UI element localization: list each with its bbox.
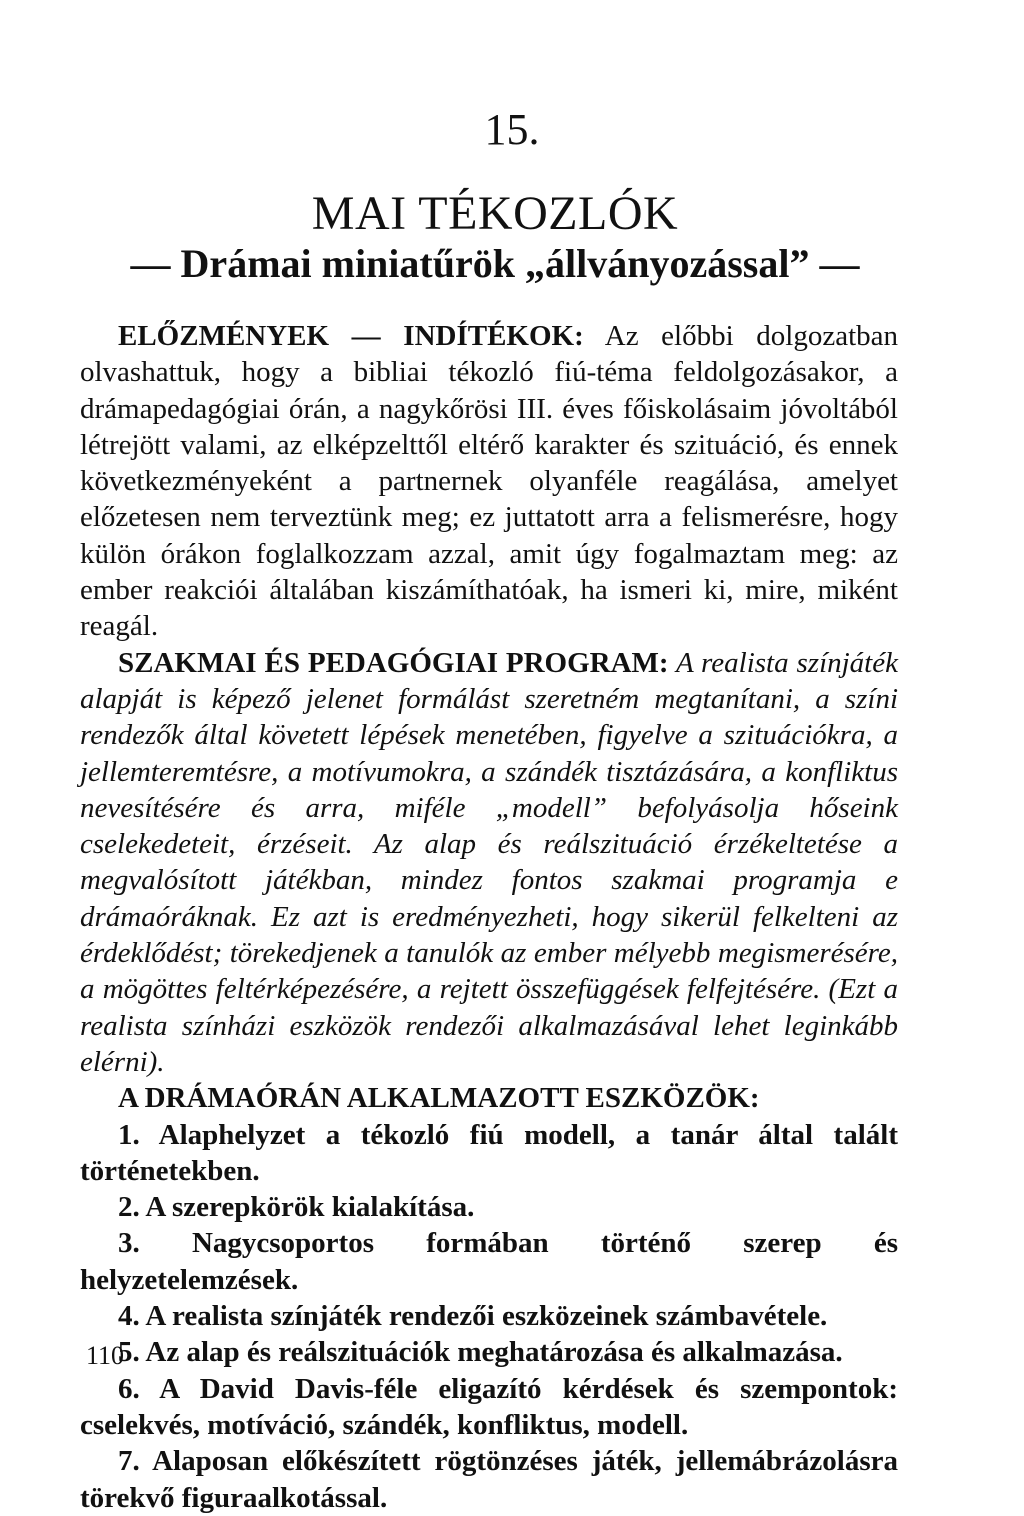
list-item: 4. A realista színjáték rendezői eszközeinek számbavétele. [118,1300,828,1333]
list-item: 1. Alaphelyzet a tékozló fiú modell, a tanár által talált történetekben. [80,1118,898,1187]
list-item: 2. A szerepkörök kialakítása. [118,1191,475,1224]
program-paragraph [80,645,898,1081]
program-text: A realista színjáték alapját is képező jelenet formálást szeretném megtanítani, a színi rendezők által követett lépések menetében, figyelve a szituációkra, a jellemteremtésre, a motívumokra, a szándék tisztázására, a konfliktus nevesítésére és arra, miféle „modell” befolyásolja hőseink cselekedeteit, érzéseit. Az alap és reálszituáció érzékeltetése a megvalósított játékban, mindez fontos szakmai programja e drámaóráknak. Ez azt is eredményezheti, hogy sikerül felkelteni az érdeklődést; törekedjenek a tanulók az ember mélyebb megismerésére, a mögöttes feltérképezésére, a rejtett összefüggések felfejtésére. (Ezt a realista színházi eszközök rendezői alkalmazásával lehet leginkább elérni). [80,646,898,1078]
intro-text: Az előbbi dolgozatban olvashattuk, hogy a bibliai tékozló fiú-téma feldolgozásakor, a drámapedagógiai órán, a nagykőrösi III. éves főiskolásaim jóvoltából létrejött valami, az elképzelttől eltérő karakter és szituáció, és ennek következményeként a partnernek olyanféle reagálása, amelyet előzetesen nem terveztünk meg; ez juttatott arra a felismerésre, hogy külön órákon foglalkozzam azzal, amit úgy fogalmaztam meg: az ember reakciói általában kiszámíthatóak, ha ismeri ki, mire, miként reagál. [80,320,898,643]
intro-label: ELŐZMÉNYEK — INDÍTÉKOK: [118,320,584,352]
chapter-number: 15. [484,105,540,154]
page-subtitle: — Drámai miniatűrök „állványozással” — [130,241,860,286]
page-title: MAI TÉKOZLÓK [311,187,679,240]
list-item: 7. Alaposan előkészített rögtönzéses játék, jellemábrázolásra törekvő figuraalkotással. [80,1445,898,1514]
body-text [80,318,898,1516]
page-number: 110 [86,1341,125,1370]
intro-paragraph [80,318,898,645]
list-item: 3. Nagycsoportos formában történő szerep és helyzetelemzések. [80,1227,898,1296]
tools-heading: A DRÁMAÓRÁN ALKALMAZOTT ESZKÖZÖK: [118,1082,760,1115]
list-item: 6. A David Davis-féle eligazító kérdések és szempontok: cselekvés, motíváció, szándék, konfliktus, modell. [80,1372,898,1441]
program-label: SZAKMAI ÉS PEDAGÓGIAI PROGRAM: [118,646,669,679]
list-item: 5. Az alap és reálszituációk meghatározása és alkalmazása. [118,1336,843,1369]
